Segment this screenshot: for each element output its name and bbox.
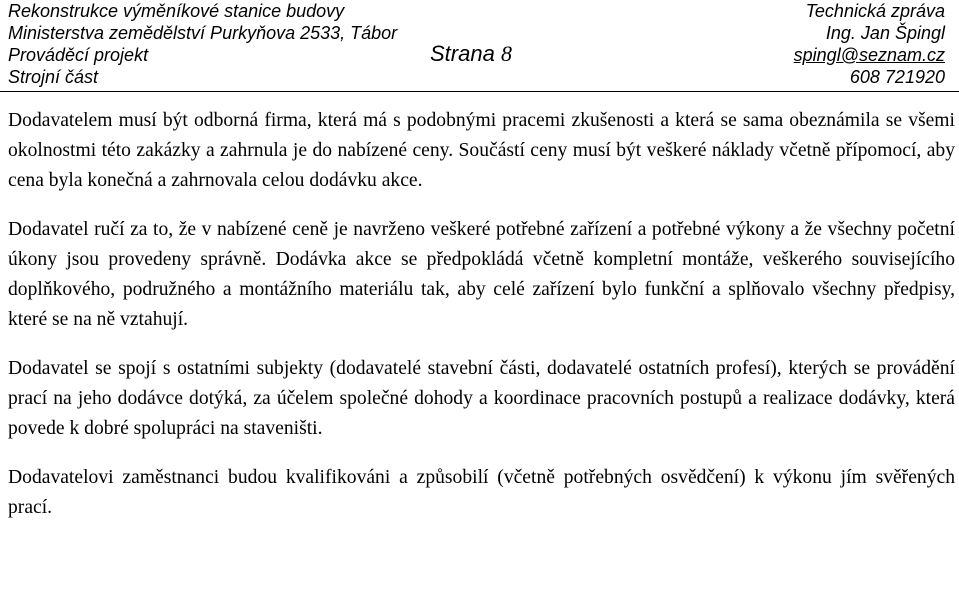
page-header (0, 0, 959, 90)
author-phone: 608 721920 (849, 67, 945, 87)
project-section: Strojní část (8, 67, 99, 87)
project-phase: Prováděcí projekt (8, 45, 149, 65)
document-type: Technická zpráva (805, 1, 945, 21)
project-title-line-2: Ministerstva zemědělství Purkyňova 2533, Tábor (8, 23, 398, 43)
author-name: Ing. Jan Špingl (825, 23, 945, 43)
paragraph-1: Dodavatelem musí být odborná firma, která má s podobnými pracemi zkušenosti a která se sama obeznámila se všemi okolnostmi této zakázky a zahrnula je do nabízené ceny. Součástí ceny musí být veškeré náklady včetně přípomocí, aby cena byla konečná a zahrnovala celou dodávku akce. (8, 110, 955, 191)
author-email-link[interactable]: spingl@seznam.cz (793, 45, 945, 65)
project-title-line-1: Rekonstrukce výměníkové stanice budovy (8, 1, 345, 21)
header-divider (0, 91, 959, 92)
page-label: Strana (430, 41, 495, 66)
paragraph-4: Dodavatelovi zaměstnanci budou kvalifikováni a způsobilí (včetně potřebných osvědčení) k výkonu jím svěřených prací. (8, 467, 955, 518)
page-number: 8 (500, 41, 512, 66)
page-number-label (430, 40, 512, 68)
paragraph-2: Dodavatel ručí za to, že v nabízené ceně je navrženo veškeré potřebné zařízení a potřebné výkony a že všechny početní úkony jsou provedeny správně. Dodávka akce se předpokládá včetně kompletní montáže, veškerého souvisejícího doplňkového, podružného a montážního materiálu tak, aby celé zařízení bylo funkční a splňovalo všechny předpisy, které se na ně vztahují. (8, 219, 955, 330)
paragraph-3: Dodavatel se spojí s ostatními subjekty (dodavatelé stavební části, dodavatelé ostatních profesí), kterých se provádění prací na jeho dodávce dotýká, za účelem společné dohody a koordinace pracovních postupů a realizace dodávky, která povede k dobré spolupráci na staveništi. (8, 358, 955, 439)
document-body (8, 106, 955, 542)
